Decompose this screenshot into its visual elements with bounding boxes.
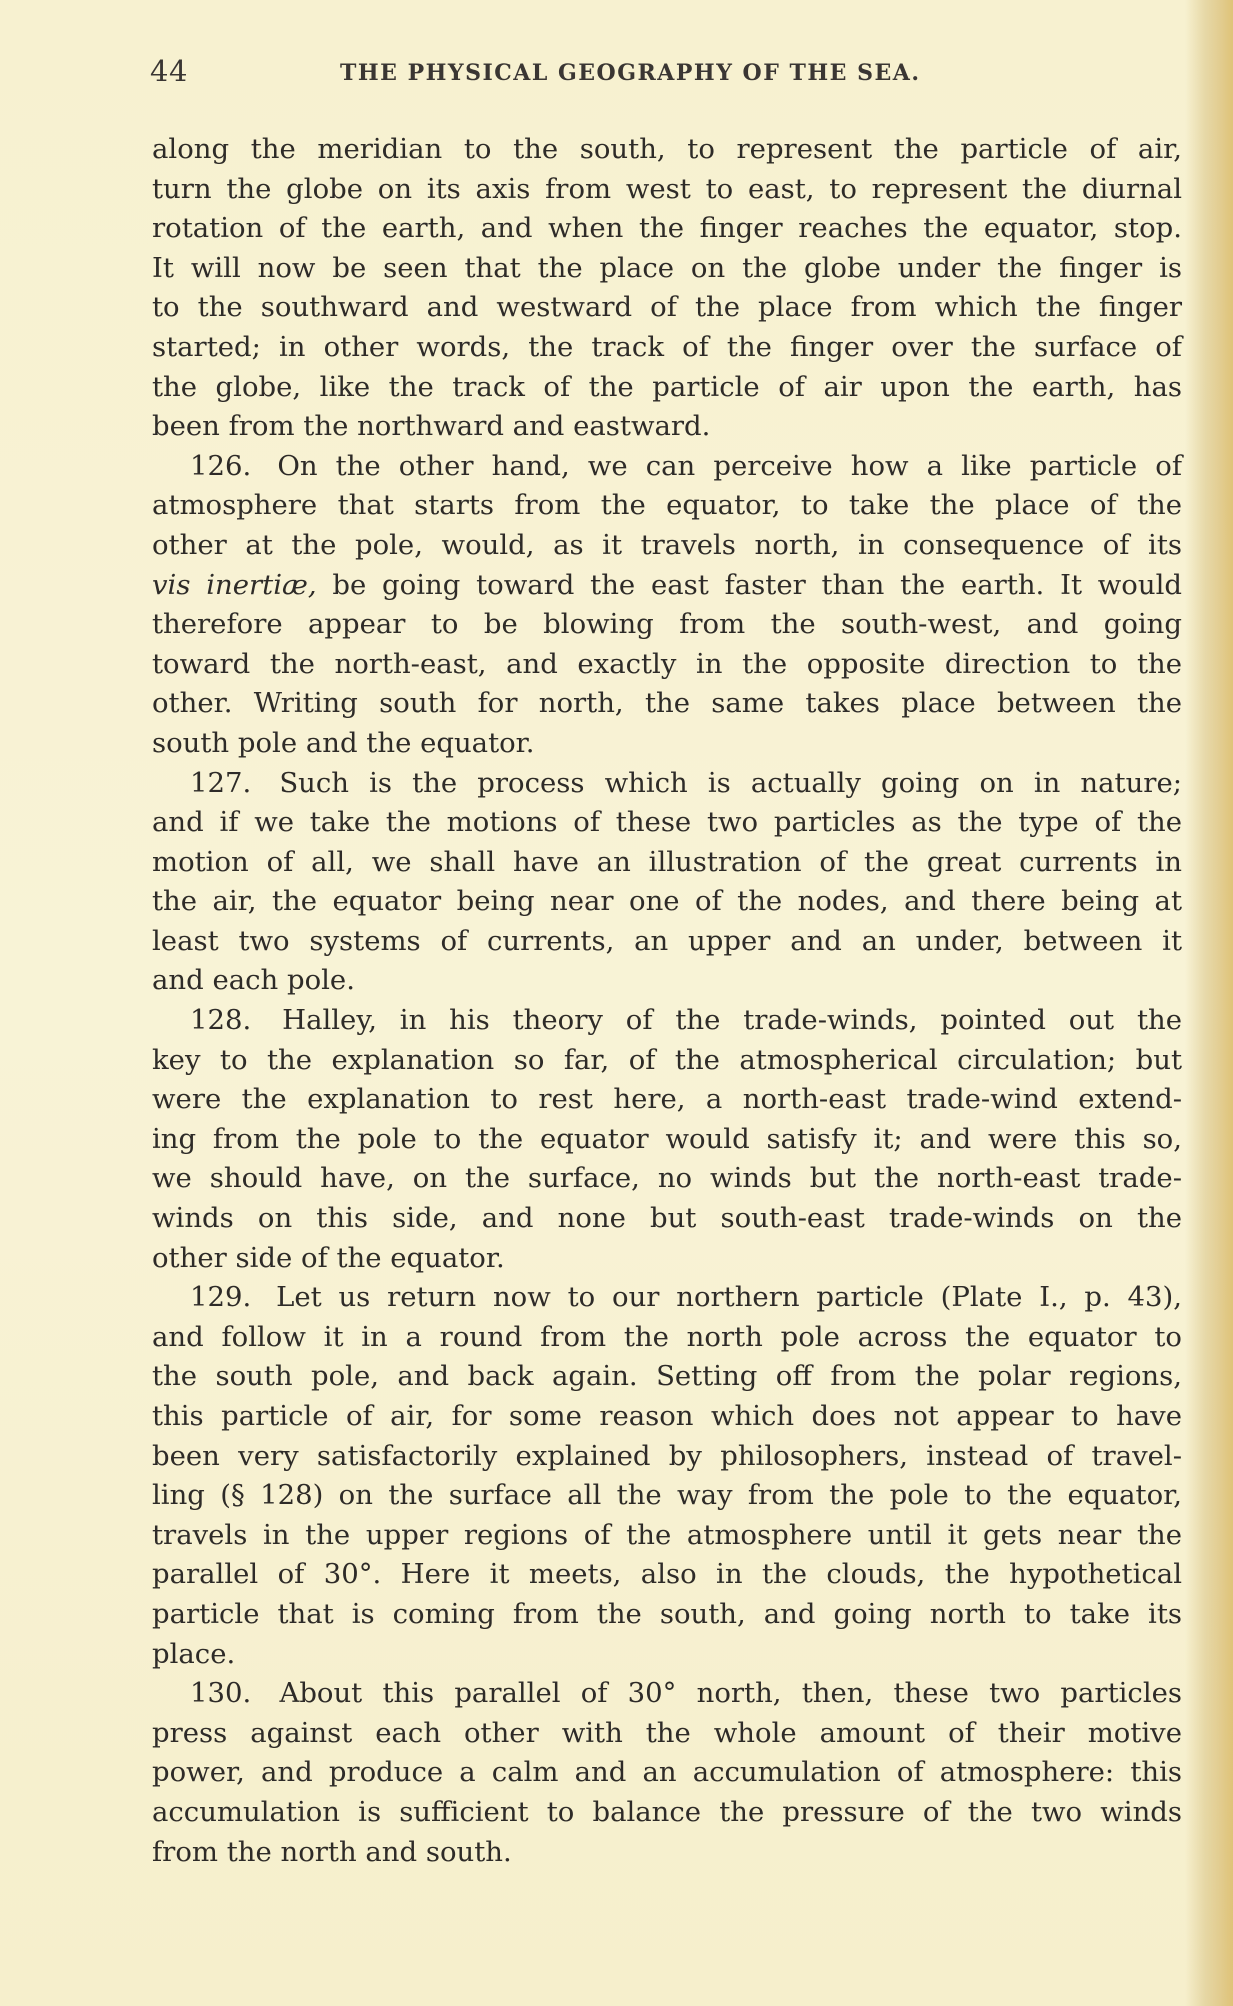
- text-line: the air, the equator being near one of the nodes, and there being at: [152, 885, 1182, 918]
- paragraph-129: [152, 1278, 1182, 1674]
- paragraph-continued: [152, 130, 1182, 447]
- text-line: to the southward and westward of the place from which the finger: [152, 291, 1182, 324]
- text-line: toward the north-east, and exactly in the opposite direction to the: [152, 647, 1182, 680]
- text-line: we should have, on the surface, no winds but the north-east trade-: [152, 1162, 1182, 1195]
- text-segment: About this parallel of 30° north, then, these two particles: [279, 1677, 1182, 1710]
- text-segment: Such is the process which is actually going on in nature;: [279, 766, 1182, 799]
- text-line: were the explanation to rest here, a north-east trade-wind extend-: [152, 1083, 1182, 1116]
- text-line: ing from the pole to the equator would satisfy it; and were this so,: [152, 1122, 1182, 1155]
- text-line: along the meridian to the south, to represent the particle of air,: [152, 133, 1182, 165]
- body-text: [152, 130, 1182, 1872]
- text-line: rotation of the earth, and when the finger reaches the equator, stop.: [152, 212, 1182, 245]
- text-line: and if we take the motions of these two particles as the type of the: [152, 806, 1182, 839]
- italic-phrase: vis inertiæ,: [152, 568, 317, 601]
- text-line: It will now be seen that the place on the globe under the finger is: [152, 251, 1182, 284]
- text-line: [152, 1278, 1182, 1318]
- text-line: motion of all, we shall have an illustration of the great currents in: [152, 845, 1182, 878]
- paragraph-130: [152, 1674, 1182, 1872]
- paragraph-number: 129.: [190, 1281, 252, 1314]
- text-line: and follow it in a round from the north pole across the equator to: [152, 1320, 1182, 1353]
- paragraph-number: 130.: [190, 1677, 252, 1710]
- text-segment: On the other hand, we can perceive how a like particle of: [277, 449, 1182, 482]
- text-line: other. Writing south for north, the same takes place between the: [152, 687, 1182, 720]
- text-line: the globe, like the track of the particle of air upon the earth, has: [152, 370, 1182, 403]
- text-line: been from the northward and eastward.: [152, 410, 711, 443]
- text-segment: be going toward the east faster than the earth. It would: [332, 568, 1182, 601]
- paragraph-128: [152, 1001, 1182, 1278]
- text-line: other side of the equator.: [152, 1241, 505, 1274]
- text-line: and each pole.: [152, 964, 355, 997]
- text-line: accumulation is sufficient to balance the pressure of the two winds: [152, 1795, 1182, 1828]
- text-line: therefore appear to be blowing from the south-west, and going: [152, 608, 1182, 641]
- text-line: [152, 1674, 1182, 1714]
- text-line: least two systems of currents, an upper and an under, between it: [152, 924, 1182, 957]
- text-line: the south pole, and back again. Setting off from the polar regions,: [152, 1360, 1182, 1393]
- text-line: atmosphere that starts from the equator, to take the place of the: [152, 489, 1182, 522]
- text-line: particle that is coming from the south, and going north to take its: [152, 1597, 1182, 1630]
- text-line: [152, 1001, 1182, 1041]
- text-segment: Halley, in his theory of the trade-winds, pointed out the: [282, 1004, 1182, 1037]
- text-line: other at the pole, would, as it travels north, in consequence of its: [152, 528, 1182, 561]
- text-line: power, and produce a calm and an accumulation of atmosphere: this: [152, 1756, 1182, 1789]
- text-line: [152, 447, 1182, 487]
- paragraph-126: [152, 447, 1182, 764]
- text-line: winds on this side, and none but south-east trade-winds on the: [152, 1202, 1182, 1235]
- paragraph-number: 126.: [190, 449, 252, 482]
- text-line: travels in the upper regions of the atmosphere until it gets near the: [152, 1518, 1182, 1551]
- paragraph-number: 127.: [190, 766, 252, 799]
- paragraph-127: [152, 764, 1182, 1002]
- text-line: key to the explanation so far, of the atmospherical circulation; but: [152, 1043, 1182, 1076]
- paragraph-number: 128.: [190, 1004, 252, 1037]
- running-title: THE PHYSICAL GEOGRAPHY OF THE SEA.: [340, 60, 921, 86]
- text-segment: Let us return now to our northern particle (Plate I., p. 43),: [276, 1281, 1182, 1314]
- text-line: [152, 764, 1182, 804]
- text-line: this particle of air, for some reason which does not appear to have: [152, 1400, 1182, 1432]
- text-line: from the north and south.: [152, 1835, 512, 1868]
- text-line: press against each other with the whole amount of their motive: [152, 1716, 1182, 1749]
- page-number: 44: [150, 54, 188, 88]
- text-line: [152, 566, 1182, 606]
- text-line: ling (§ 128) on the surface all the way from the pole to the equator,: [152, 1479, 1182, 1512]
- text-line: been very satisfactorily explained by philosophers, instead of travel-: [152, 1439, 1182, 1472]
- text-line: south pole and the equator.: [152, 726, 535, 759]
- text-line: turn the globe on its axis from west to east, to represent the diurnal: [152, 172, 1182, 205]
- text-line: place.: [152, 1637, 236, 1670]
- text-line: started; in other words, the track of the finger over the surface of: [152, 330, 1182, 363]
- text-line: parallel of 30°. Here it meets, also in the clouds, the hypothetical: [152, 1558, 1182, 1591]
- running-head: [150, 54, 1180, 94]
